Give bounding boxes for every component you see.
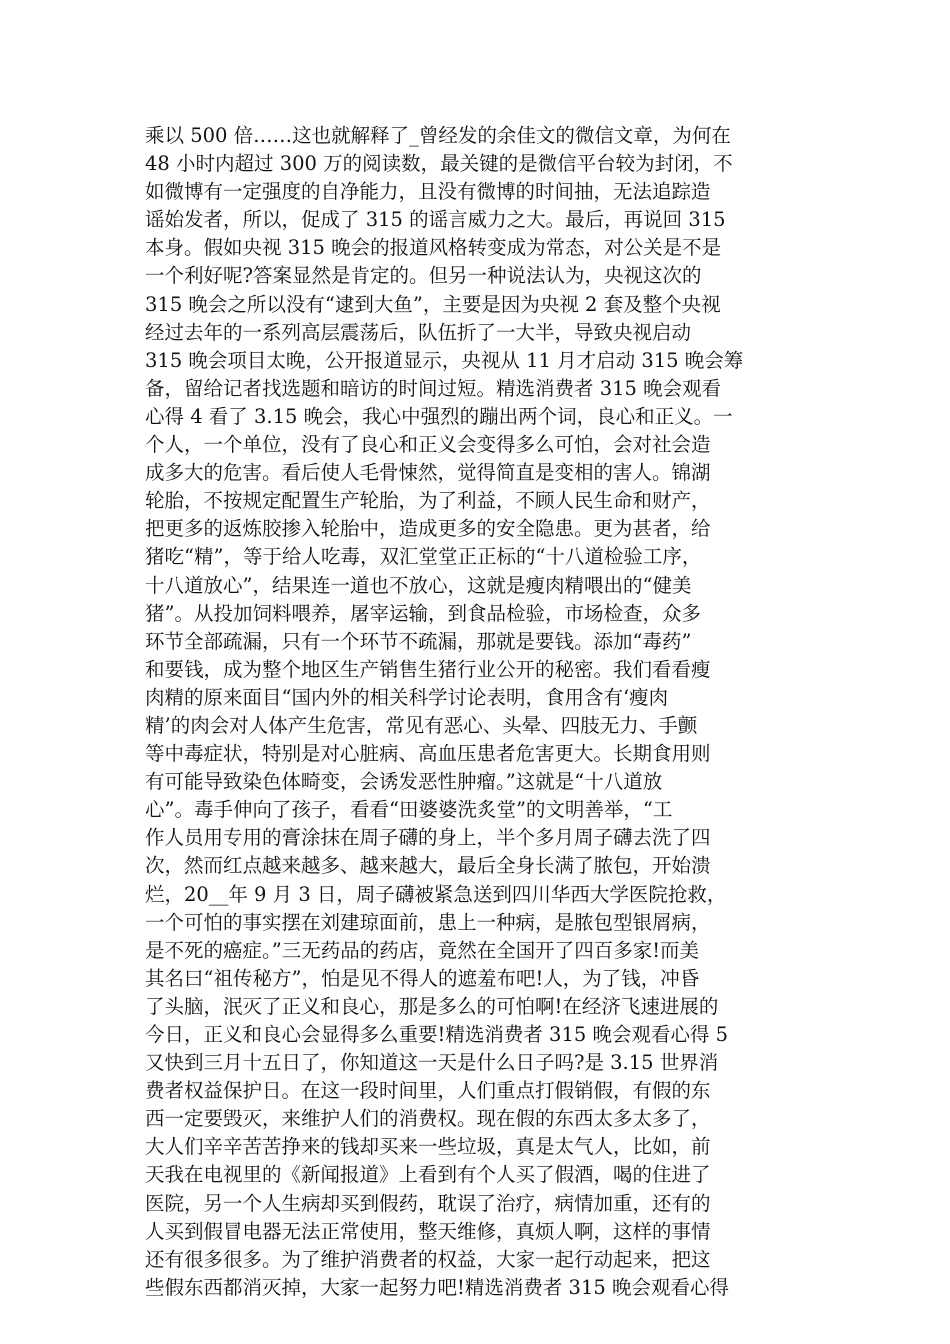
text-line: 经过去年的一系列高层震荡后，队伍折了一大半，导致央视启动 xyxy=(145,320,692,344)
text-line: 本身。假如央视 315 晚会的报道风格转变成为常态，对公关是不是 xyxy=(145,236,722,260)
text-line: 有可能导致染色体畸变，会诱发恶性肿瘤。”这就是“十八道放 xyxy=(145,770,663,794)
text-line: 心得 4 看了 3.15 晚会，我心中强烈的蹦出两个词，良心和正义。一 xyxy=(145,404,733,428)
text-line: 把更多的返炼胶掺入轮胎中，造成更多的安全隐患。更为甚者，给 xyxy=(145,517,711,541)
text-line: 48 小时内超过 300 万的阅读数，最关键的是微信平台较为封闭，不 xyxy=(145,152,733,176)
text-line: 次，然而红点越来越多、越来越大，最后全身长满了脓包，开始溃 xyxy=(145,854,711,878)
text-line: 还有很多很多。为了维护消费者的权益，大家一起行动起来，把这 xyxy=(145,1247,711,1271)
text-line: 等中毒症状，特别是对心脏病、高血压患者危害更大。长期食用则 xyxy=(145,742,711,766)
text-line: 肉精的原来面目“国内外的相关科学讨论表明，食用含有‘瘦肉 xyxy=(145,685,669,709)
text-line: 成多大的危害。看后使人毛骨悚然，觉得简直是变相的害人。锦湖 xyxy=(145,461,711,485)
text-line: 轮胎，不按规定配置生产轮胎，为了利益，不顾人民生命和财产， xyxy=(145,489,711,513)
text-line: 医院，另一个人生病却买到假药，耽误了治疗，病情加重，还有的 xyxy=(145,1191,711,1215)
text-line: 猪吃“精”，等于给人吃毒，双汇堂堂正正标的“十八道检验工序， xyxy=(145,545,702,569)
text-line: 费者权益保护日。在这一段时间里，人们重点打假销假，有假的东 xyxy=(145,1079,711,1103)
text-line: 精’的肉会对人体产生危害，常见有恶心、头晕、四肢无力、手颤 xyxy=(145,713,698,737)
text-line: 其名曰“祖传秘方”，怕是见不得人的遮羞布吧!人，为了钱，冲昏 xyxy=(145,966,700,990)
text-line: 西一定要毁灭，来维护人们的消费权。现在假的东西太多太多了， xyxy=(145,1107,711,1131)
text-line: 谣始发者，所以，促成了 315 的谣言威力之大。最后，再说回 315 xyxy=(145,208,726,232)
text-line: 315 晚会之所以没有“逮到大鱼”，主要是因为央视 2 套及整个央视 xyxy=(145,292,721,316)
text-line: 心”。毒手伸向了孩子，看看“田婆婆洗炙堂”的文明善举，“工 xyxy=(145,798,673,822)
text-line: 环节全部疏漏，只有一个环节不疏漏，那就是要钱。添加“毒药” xyxy=(145,629,692,653)
text-line: 如微博有一定强度的自净能力，且没有微博的时间抽，无法追踪造 xyxy=(145,180,711,204)
text-line: 一个可怕的事实摆在刘建琼面前，患上一种病，是脓包型银屑病， xyxy=(145,910,711,934)
text-line: 一个利好呢?答案显然是肯定的。但另一种说法认为，央视这次的 xyxy=(145,264,702,288)
text-line: 十八道放心”，结果连一道也不放心，这就是瘦肉精喂出的“健美 xyxy=(145,573,692,597)
text-line: 些假东西都消灭掉，大家一起努力吧!精选消费者 315 晚会观看心得 xyxy=(145,1275,729,1299)
text-line: 天我在电视里的《新闻报道》上看到有个人买了假酒，喝的住进了 xyxy=(145,1163,711,1187)
text-line: 猪”。从投加饲料喂养，屠宰运输，到食品检验，市场检查，众多 xyxy=(145,601,701,625)
text-line: 作人员用专用的膏涂抹在周子礴的身上，半个多月周子礴去洗了四 xyxy=(145,826,711,850)
text-line: 人买到假冒电器无法正常使用，整天维修，真烦人啊，这样的事情 xyxy=(145,1219,711,1243)
text-line: 今日，正义和良心会显得多么重要!精选消费者 315 晚会观看心得 5 xyxy=(145,1023,729,1046)
text-line: 个人，一个单位，没有了良心和正义会变得多么可怕，会对社会造 xyxy=(145,433,711,457)
text-line: 备，留给记者找选题和暗访的时间过短。精选消费者 315 晚会观看 xyxy=(145,376,722,400)
text-line: 又快到三月十五日了，你知道这一天是什么日子吗?是 3.15 世界消 xyxy=(145,1051,719,1075)
text-line: 和要钱，成为整个地区生产销售生猪行业公开的秘密。我们看看瘦 xyxy=(145,657,711,681)
text-line: 315 晚会项目太晚，公开报道显示，央视从 11 月才启动 315 晚会筹 xyxy=(145,348,744,372)
text-line: 大人们辛辛苦苦挣来的钱却买来一些垃圾，真是太气人，比如，前 xyxy=(145,1135,711,1159)
text-line: 烂，20__年 9 月 3 日，周子礴被紧急送到四川华西大学医院抢救， xyxy=(145,882,727,906)
text-line: 是不死的癌症。”三无药品的药店，竟然在全国开了四百多家!而美 xyxy=(145,938,700,962)
body-paragraph xyxy=(145,122,813,1302)
text-line: 了头脑，泯灭了正义和良心，那是多么的可怕啊!在经济飞速进展的 xyxy=(145,994,719,1018)
text-line: 乘以 500 倍……这也就解释了_曾经发的余佳文的微信文章，为何在 xyxy=(145,124,731,147)
